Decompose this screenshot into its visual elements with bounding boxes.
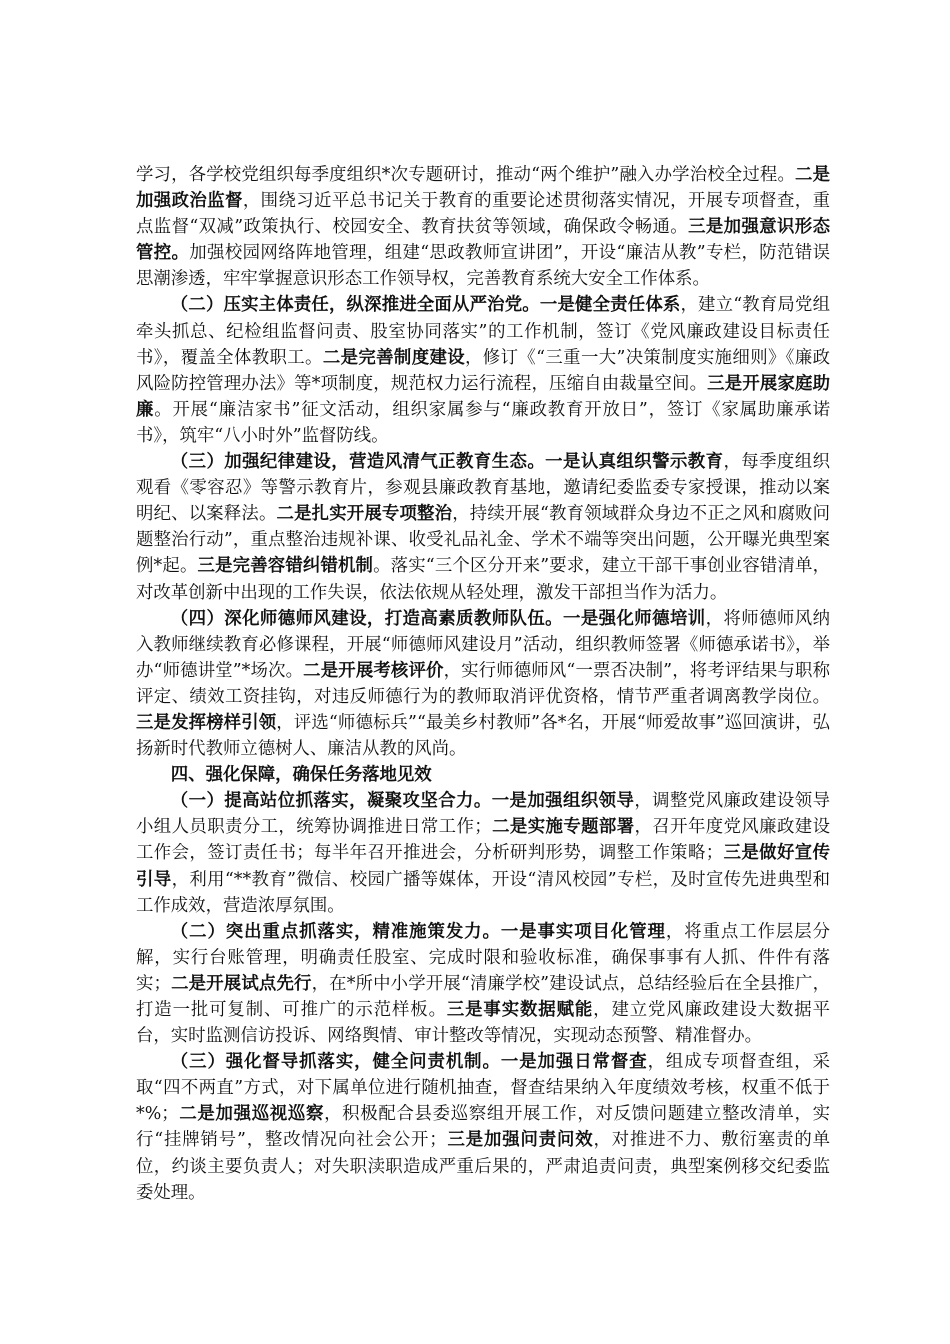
- body-text: ，建立“教育局党组牵头抓总、纪检组监督问责、股室协同落实”的工作机制，签订《党风廉政建设目标责任书》，覆盖全体教职工。: [136, 295, 830, 368]
- bold-heading-text: 二是开展试点先行: [170, 973, 312, 994]
- bold-heading-text: 三是加强问责问效: [446, 1130, 594, 1151]
- paragraph: [136, 919, 830, 1049]
- paragraph: [136, 762, 830, 788]
- bold-heading-text: 三是开展家庭助廉: [136, 373, 830, 420]
- body-text: 。开展“廉洁家书”征文活动，组织家属参与“廉政教育开放日”，签订《家属助廉承诺书》，筑牢“八小时外”监督防线。: [136, 399, 830, 446]
- paragraph: [136, 292, 830, 449]
- bold-heading-text: （一）提高站位抓落实，凝聚攻坚合力。一是加强组织领导: [170, 791, 635, 812]
- paragraph: [136, 606, 830, 763]
- bold-heading-text: （三）加强纪律建设，营造风清气正教育生态。一是认真组织警示教育: [170, 452, 724, 473]
- bold-heading-text: 三是做好宣传引导: [136, 843, 830, 890]
- body-text: ，利用“**教育”微信、校园广播等媒体，开设“清风校园”专栏，及时宣传先进典型和工作成效，营造浓厚氛围。: [136, 869, 830, 916]
- bold-heading-text: （二）突出重点抓落实，精准施策发力。一是事实项目化管理: [170, 921, 666, 942]
- body-text: ，建立党风廉政建设大数据平台，实时监测信访投诉、网络舆情、审计整改等情况，实现动态预警、精准督办。: [136, 1000, 830, 1047]
- body-text: 学习，各学校党组织每季度组织*次专题研讨，推动“两个维护”融入办学治校全过程。: [136, 165, 796, 185]
- body-text: ，对推进不力、敷衍塞责的单位，约谈主要负责人；对失职渎职造成严重后果的，严肃追责问责，典型案例移交纪委监委处理。: [136, 1130, 830, 1203]
- bold-heading-text: 二是开展考核评价: [303, 660, 444, 681]
- body-text: ，评选“师德标兵”“最美乡村教师”各*名，开展“师爱故事”巡回演讲，弘扬新时代教师立德树人、廉洁从教的风尚。: [136, 712, 830, 760]
- body-text: ，修订《“三重一大”决策制度实施细则》《廉政风险防控管理办法》等*项制度，规范权力运行流程，压缩自由裁量空间。: [136, 347, 830, 394]
- paragraph: [136, 788, 830, 918]
- body-text: ，组成专项督查组，采取“四不两直”方式，对下属单位进行随机抽查，督查结果纳入年度绩效考核，权重不低于*%；: [136, 1052, 830, 1125]
- bold-heading-text: （四）深化师德师风建设，打造高素质教师队伍。一是强化师德培训: [170, 608, 706, 629]
- paragraph: [136, 449, 830, 606]
- body-text: ，实行师德师风“一票否决制”，将考评结果与职称评定、绩效工资挂钩，对违反师德行为的教师取消评优资格，情节严重者调离教学岗位。: [136, 660, 830, 707]
- body-text: ，围绕习近平总书记关于教育的重要论述贯彻落实情况，开展专项督查，重点监督“双减”政策执行、校园安全、教育扶贫等领域，确保政令畅通。: [136, 191, 830, 238]
- paragraph: [136, 162, 830, 292]
- bold-heading-text: 二是扎实开展专项整治: [276, 504, 453, 525]
- body-text: ，积极配合县委巡察组开展工作，对反馈问题建立整改清单，实行“挂牌销号”，整改情况向社会公开；: [136, 1104, 830, 1151]
- bold-heading-text: 二是实施专题部署: [491, 817, 635, 838]
- bold-heading-text: （二）压实主体责任，纵深推进全面从严治党。一是健全责任体系: [170, 295, 681, 316]
- bold-heading-text: 三是加强意识形态管控。: [136, 217, 830, 264]
- bold-heading-text: 三是发挥榜样引领: [136, 712, 277, 733]
- bold-heading-text: 三是完善容错纠错机制: [197, 556, 374, 577]
- document-body: [136, 162, 830, 1206]
- body-text: ，调整党风廉政建设领导小组人员职责分工，统筹协调推进日常工作；: [136, 791, 830, 838]
- bold-heading-text: 二是加强政治监督: [136, 165, 830, 212]
- body-text: 。落实“三个区分开来”要求，建立干部干事创业容错清单，对改革创新中出现的工作失误，依法依规从轻处理，激发干部担当作为活力。: [136, 556, 830, 603]
- body-text: ，持续开展“教育领域群众身边不正之风和腐败问题整治行动”，重点整治违规补课、收受礼品礼金、学术不端等突出问题，公开曝光典型案例*起。: [136, 504, 830, 577]
- body-text: ，将师德师风纳入教师继续教育必修课程，开展“师德师风建设月”活动，组织教师签署《师德承诺书》，举办“师德讲堂”*场次。: [136, 608, 830, 681]
- body-text: ，在*所中小学开展“清廉学校”建设试点，总结经验后在全县推广，打造一批可复制、可推广的示范样板。: [136, 973, 830, 1020]
- bold-heading-text: （三）强化督导抓落实，健全问责机制。一是加强日常督查: [170, 1052, 648, 1073]
- body-text: 加强校园网络阵地管理，组建“思政教师宣讲团”，开设“廉洁从教”专栏，防范错误思潮渗透，牢牢掌握意识形态工作领导权，完善教育系统大安全工作体系。: [136, 243, 830, 290]
- paragraph: [136, 1049, 830, 1206]
- bold-heading-text: 二是加强巡视巡察: [178, 1104, 325, 1125]
- body-text: ，每季度组织观看《零容忍》等警示教育片，参观县廉政教育基地，邀请纪委监委专家授课，推动以案明纪、以案释法。: [136, 452, 830, 525]
- bold-heading-text: 三是事实数据赋能: [446, 1000, 594, 1020]
- bold-heading-text: 二是完善制度建设: [322, 347, 466, 368]
- body-text: ，将重点工作层层分解，实行台账管理，明确责任股室、完成时限和验收标准，确保事事有人抓、件件有落实；: [136, 921, 830, 994]
- body-text: ，召开年度党风廉政建设工作会，签订责任书；每半年召开推进会，分析研判形势，调整工作策略；: [136, 817, 830, 864]
- bold-heading-text: 四、强化保障，确保任务落地见效: [170, 765, 432, 786]
